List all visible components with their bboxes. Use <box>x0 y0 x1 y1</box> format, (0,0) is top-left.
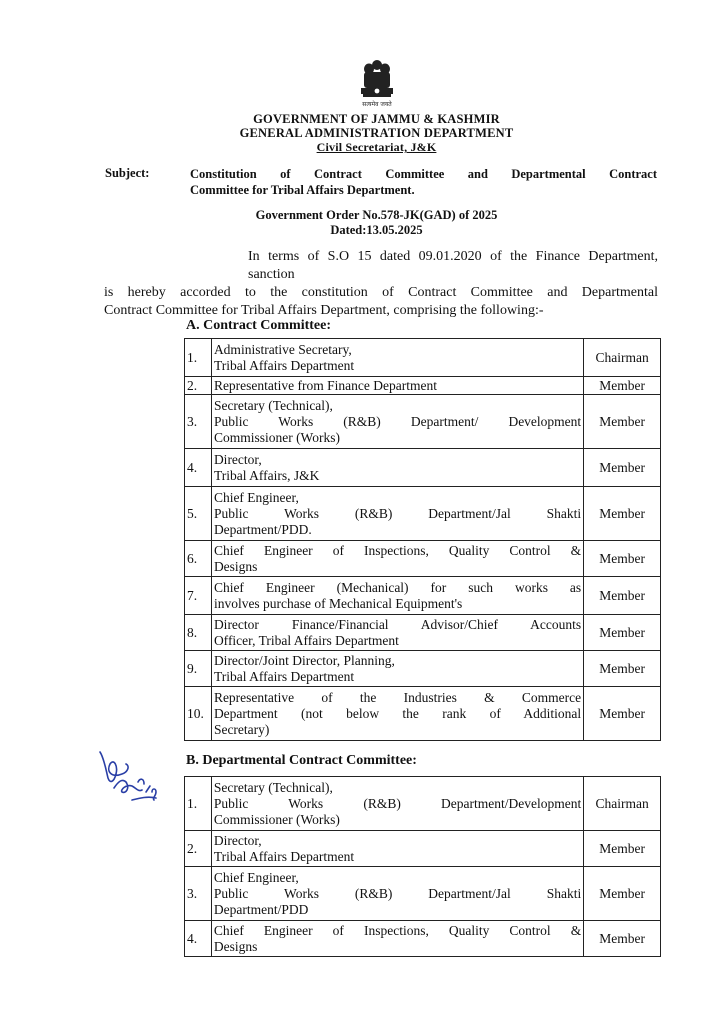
designation-line: Representative from Finance Department <box>213 377 437 393</box>
member-designation <box>211 867 583 921</box>
body-line-3: Contract Committee for Tribal Affairs Department, comprising the following:- <box>104 303 544 318</box>
member-role: Member <box>584 541 661 577</box>
member-role: Member <box>584 651 661 687</box>
row-number: 2. <box>185 377 212 395</box>
row-number: 9. <box>185 651 212 687</box>
row-number: 7. <box>185 577 212 615</box>
member-designation <box>211 395 583 449</box>
committee-row <box>185 339 661 377</box>
designation-line: Director Finance/Financial Advisor/Chief Accounts <box>213 616 582 632</box>
order-number: Government Order No.578-JK(GAD) of 2025 <box>255 208 498 222</box>
body-line-1: In terms of S.O 15 dated 09.01.2020 of the Finance Department, sanction <box>248 249 658 282</box>
committee-row <box>185 449 661 487</box>
designation-line: Director, <box>213 832 262 848</box>
member-role: Member <box>584 615 661 651</box>
member-role: Member <box>584 487 661 541</box>
designation-line: Chief Engineer, <box>213 869 299 885</box>
committee-row <box>185 541 661 577</box>
designation-line: Director, <box>213 451 262 467</box>
committee-row <box>185 777 661 831</box>
committee-row <box>185 615 661 651</box>
designation-line: Tribal Affairs Department <box>213 357 355 373</box>
committee-row <box>185 487 661 541</box>
contract-committee-table <box>184 338 661 741</box>
member-role: Member <box>584 867 661 921</box>
designation-line: Designs <box>213 558 258 574</box>
body-line-2: is hereby accorded to the constitution of Contract Committee and Departmental <box>104 285 658 300</box>
header-secretariat: Civil Secretariat, J&K <box>316 140 437 154</box>
designation-line: Representative of the Industries & Commerce <box>213 689 582 705</box>
row-number: 1. <box>185 339 212 377</box>
member-role: Member <box>584 687 661 741</box>
section-b-title: B. Departmental Contract Committee: <box>186 753 417 768</box>
designation-line: Commissioner (Works) <box>213 429 340 445</box>
member-designation <box>211 577 583 615</box>
designation-line: Department/PDD. <box>213 521 312 537</box>
designation-line: Tribal Affairs Department <box>213 668 355 684</box>
member-role: Member <box>584 831 661 867</box>
row-number: 8. <box>185 615 212 651</box>
header-department: GENERAL ADMINISTRATION DEPARTMENT <box>239 126 514 140</box>
subject-label: Subject: <box>105 166 150 180</box>
handwritten-signature <box>92 748 174 826</box>
designation-line: Chief Engineer of Inspections, Quality Control & <box>213 542 582 558</box>
member-role: Member <box>584 395 661 449</box>
member-role: Member <box>584 921 661 957</box>
designation-line: Department (not below the rank of Additional <box>213 705 582 721</box>
committee-row <box>185 377 661 395</box>
member-role: Member <box>584 577 661 615</box>
designation-line: Secretary (Technical), <box>213 779 333 795</box>
row-number: 4. <box>185 449 212 487</box>
body-paragraph <box>104 248 658 320</box>
member-designation <box>211 339 583 377</box>
header-government: GOVERNMENT OF JAMMU & KASHMIR <box>253 112 500 126</box>
designation-line: Public Works (R&B) Department/Development <box>213 795 582 811</box>
committee-row <box>185 831 661 867</box>
row-number: 6. <box>185 541 212 577</box>
designation-line: Chief Engineer, <box>213 489 299 505</box>
designation-line: Director/Joint Director, Planning, <box>213 652 395 668</box>
designation-line: Public Works (R&B) Department/Jal Shakti <box>213 505 582 521</box>
designation-line: Chief Engineer (Mechanical) for such works as <box>213 579 582 595</box>
designation-line: Commissioner (Works) <box>213 811 340 827</box>
designation-line: Department/PDD <box>213 901 309 917</box>
subject-line-2: Committee for Tribal Affairs Department. <box>190 183 415 197</box>
designation-line: Tribal Affairs, J&K <box>213 467 320 483</box>
row-number: 10. <box>185 687 212 741</box>
committee-row <box>185 651 661 687</box>
member-role: Chairman <box>584 777 661 831</box>
committee-row <box>185 395 661 449</box>
row-number: 3. <box>185 395 212 449</box>
committee-row <box>185 867 661 921</box>
national-emblem-icon <box>355 58 399 110</box>
member-designation <box>211 541 583 577</box>
member-designation <box>211 487 583 541</box>
committee-row <box>185 687 661 741</box>
row-number: 4. <box>185 921 212 957</box>
member-designation <box>211 615 583 651</box>
member-role: Member <box>584 449 661 487</box>
svg-text:सत्यमेव जयते: सत्यमेव जयते <box>362 101 392 108</box>
row-number: 2. <box>185 831 212 867</box>
member-role: Chairman <box>584 339 661 377</box>
designation-line: Secretary (Technical), <box>213 397 333 413</box>
designation-line: Public Works (R&B) Department/ Development <box>213 413 582 429</box>
member-designation <box>211 777 583 831</box>
designation-line: Tribal Affairs Department <box>213 848 355 864</box>
member-designation <box>211 687 583 741</box>
designation-line: Officer, Tribal Affairs Department <box>213 632 399 648</box>
designation-line: Chief Engineer of Inspections, Quality Control & <box>213 922 582 938</box>
section-a-title: A. Contract Committee: <box>186 318 331 333</box>
row-number: 5. <box>185 487 212 541</box>
designation-line: Public Works (R&B) Department/Jal Shakti <box>213 885 582 901</box>
designation-line: Administrative Secretary, <box>213 341 352 357</box>
member-designation <box>211 651 583 687</box>
designation-line: Designs <box>213 938 258 954</box>
subject-line-1: Constitution of Contract Committee and Departmental Contract <box>190 167 657 181</box>
order-date: Dated:13.05.2025 <box>330 223 423 237</box>
designation-line: involves purchase of Mechanical Equipment's <box>213 595 463 611</box>
member-designation <box>211 831 583 867</box>
committee-row <box>185 921 661 957</box>
member-designation <box>211 449 583 487</box>
committee-row <box>185 577 661 615</box>
row-number: 1. <box>185 777 212 831</box>
member-designation <box>211 921 583 957</box>
row-number: 3. <box>185 867 212 921</box>
subject-text <box>190 166 657 198</box>
member-role: Member <box>584 377 661 395</box>
member-designation <box>211 377 583 395</box>
departmental-contract-committee-table <box>184 776 661 957</box>
designation-line: Secretary) <box>213 721 270 737</box>
